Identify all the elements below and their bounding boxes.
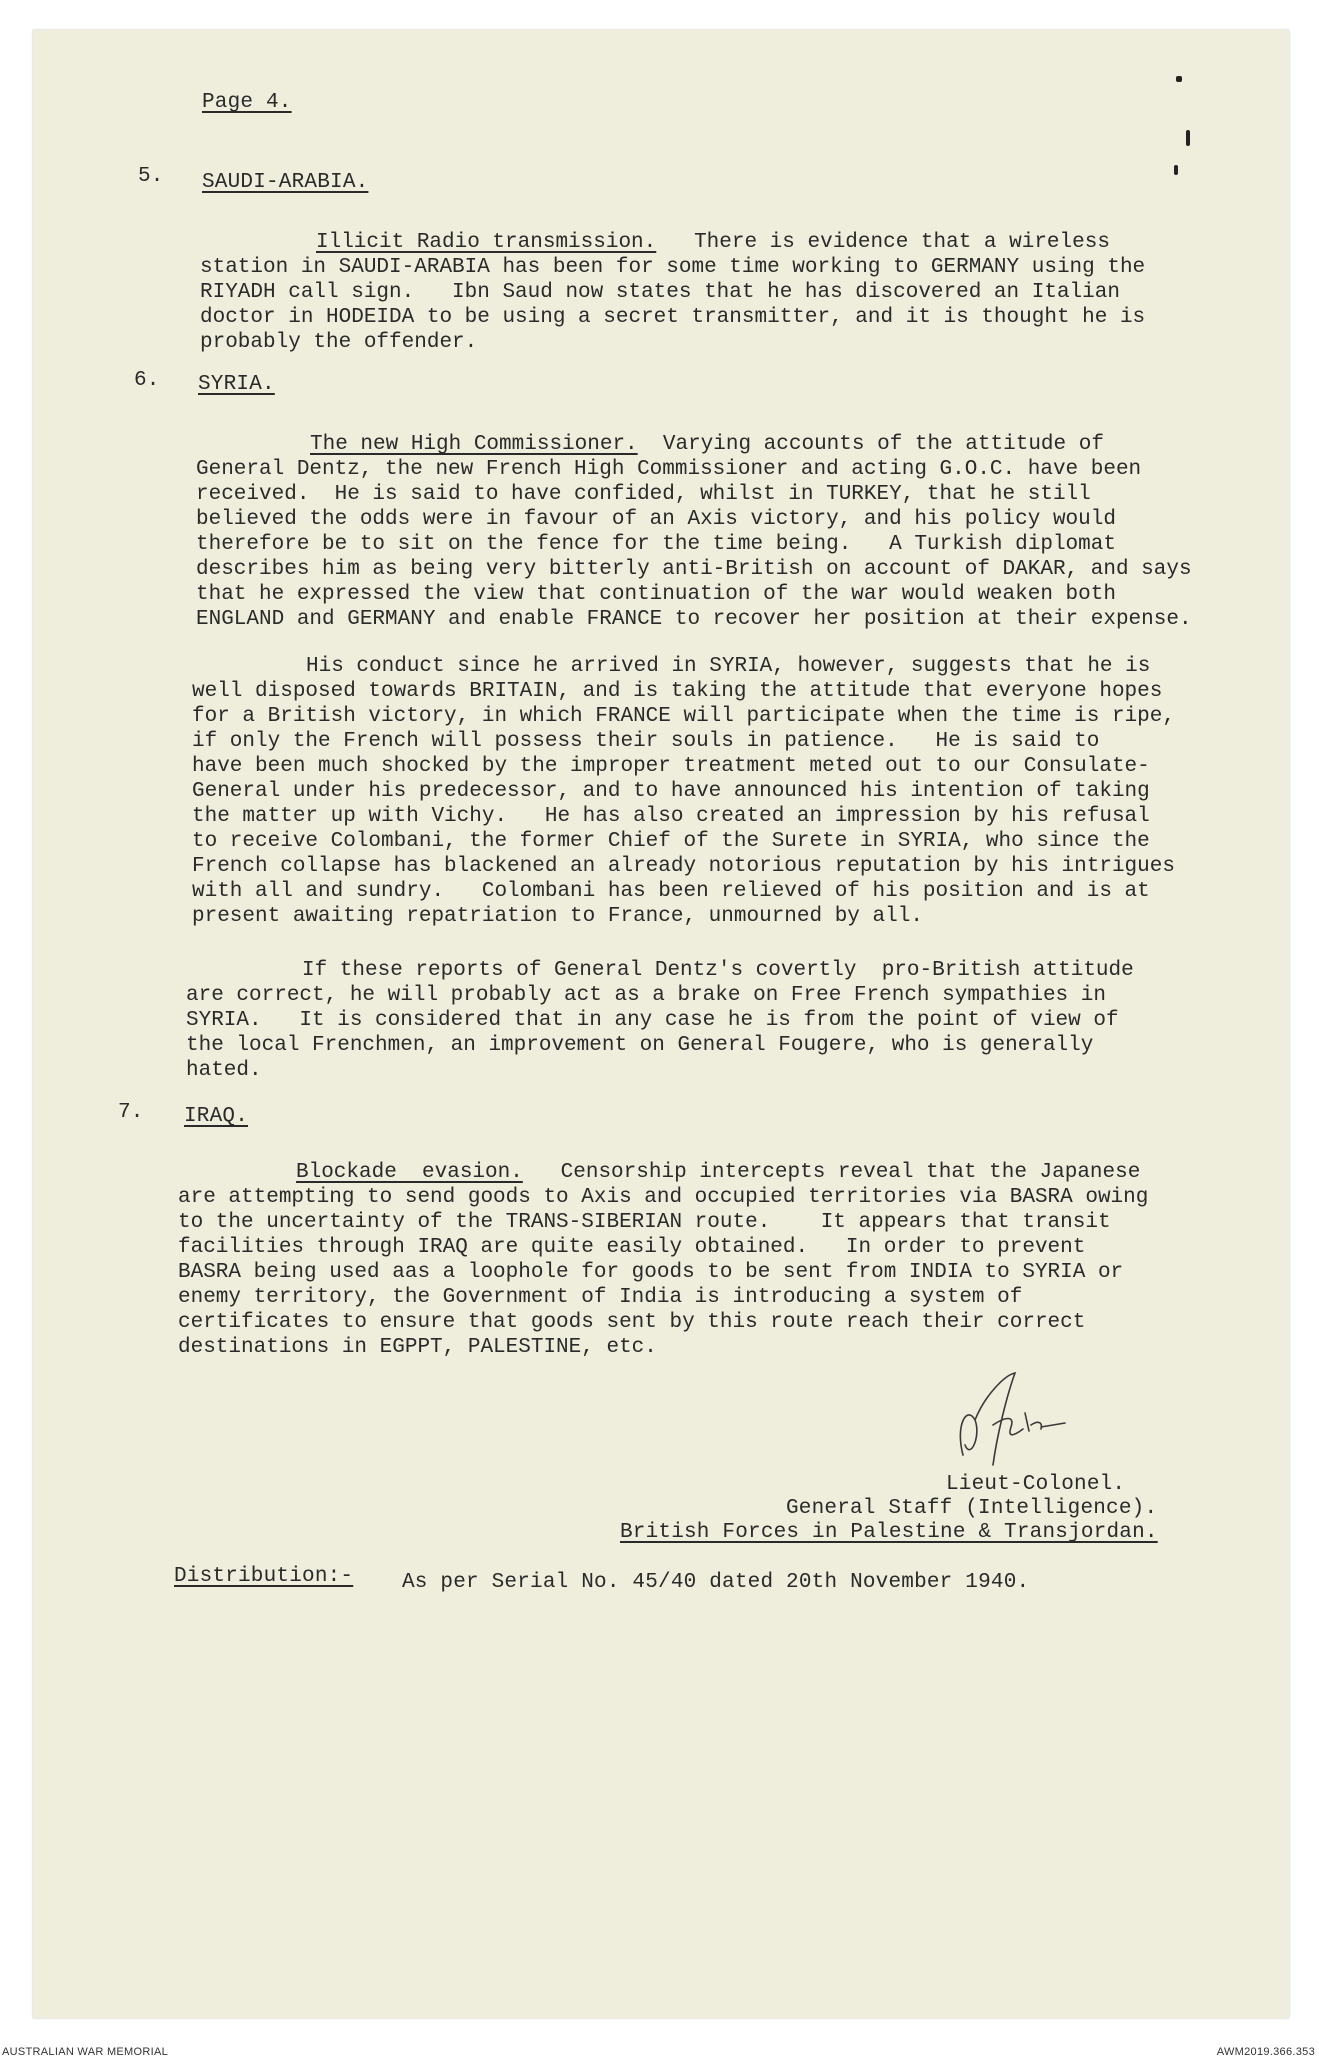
distribution-label: Distribution:-: [174, 1565, 354, 1588]
paragraph-line: well disposed towards BRITAIN, and is taking the attitude that everyone hopes: [192, 680, 1163, 703]
paragraph-line: If these reports of General Dentz's covertly pro-British attitude: [302, 959, 1134, 982]
paragraph: [178, 1160, 1148, 1360]
section-number: 5.: [138, 165, 164, 188]
paragraph-line: to the uncertainty of the TRANS-SIBERIAN route. It appears that transit: [178, 1211, 1111, 1234]
handwritten-signature: [945, 1365, 1075, 1475]
paragraph-line: doctor in HODEIDA to be using a secret transmitter, and it is thought he is: [200, 306, 1146, 329]
paragraph-line-rest: There is evidence that a wireless: [656, 231, 1110, 254]
punch-mark: [1174, 165, 1178, 175]
paragraph-line: [200, 230, 1145, 255]
paragraph-line: the local Frenchmen, an improvement on General Fougere, who is generally: [186, 1034, 1094, 1057]
section-title: SYRIA.: [198, 373, 275, 396]
punch-mark: [1176, 76, 1182, 82]
paragraph-heading: Illicit Radio transmission.: [316, 231, 657, 254]
signatory-unit: General Staff (Intelligence).: [786, 1497, 1158, 1520]
paragraph-line: describes him as being very bitterly anti-British on account of DAKAR, and says: [196, 558, 1192, 581]
paragraph: [200, 230, 1145, 355]
paragraph-heading: The new High Commissioner.: [310, 433, 638, 456]
paragraph-line: are attempting to send goods to Axis and occupied territories via BASRA owing: [178, 1186, 1149, 1209]
paragraph-line: French collapse has blackened an already notorious reputation by his intrigues: [192, 855, 1175, 878]
section-title: IRAQ.: [184, 1105, 249, 1128]
paragraph-line: certificates to ensure that goods sent by this route reach their correct: [178, 1311, 1086, 1334]
paragraph-line: hated.: [186, 1059, 262, 1082]
archive-footer-right: AWM2019.366.353: [1216, 2046, 1315, 2058]
paragraph: [186, 958, 1134, 1083]
distribution-text: As per Serial No. 45/40 dated 20th November 1940.: [402, 1571, 1030, 1594]
paragraph-line: present awaiting repatriation to France, unmourned by all.: [192, 905, 923, 928]
section-number: 7.: [118, 1101, 144, 1124]
paragraph-line: station in SAUDI-ARABIA has been for some time working to GERMANY using the: [200, 256, 1146, 279]
paragraph-line: ENGLAND and GERMANY and enable FRANCE to recover her position at their expense.: [196, 608, 1192, 631]
punch-mark: [1186, 130, 1190, 146]
paragraph-line: facilities through IRAQ are quite easily obtained. In order to prevent: [178, 1236, 1086, 1259]
paragraph-line: [178, 1160, 1148, 1185]
paragraph-line: General Dentz, the new French High Commissioner and acting G.O.C. have been: [196, 458, 1142, 481]
signatory-formation: British Forces in Palestine & Transjordan.: [620, 1521, 1158, 1544]
paragraph-line: His conduct since he arrived in SYRIA, however, suggests that he is: [306, 655, 1151, 678]
paragraph-line: believed the odds were in favour of an Axis victory, and his policy would: [196, 508, 1116, 531]
paragraph-line: probably the offender.: [200, 331, 478, 354]
paragraph-heading: Blockade evasion.: [296, 1161, 523, 1184]
paragraph-line: [196, 432, 1192, 457]
paragraph-line: RIYADH call sign. Ibn Saud now states that he has discovered an Italian: [200, 281, 1120, 304]
page-label: Page 4.: [202, 91, 292, 114]
paragraph-line: SYRIA. It is considered that in any case he is from the point of view of: [186, 1009, 1119, 1032]
signatory-rank: Lieut-Colonel.: [946, 1473, 1126, 1496]
paragraph-line: to receive Colombani, the former Chief of the Surete in SYRIA, who since the: [192, 830, 1150, 853]
paragraph-line: destinations in EGPPT, PALESTINE, etc.: [178, 1336, 657, 1359]
paragraph: [196, 432, 1192, 632]
paragraph-line: if only the French will possess their souls in patience. He is said to: [192, 730, 1100, 753]
paragraph-line: are correct, he will probably act as a brake on Free French sympathies in: [186, 984, 1106, 1007]
paragraph-line: with all and sundry. Colombani has been relieved of his position and is at: [192, 880, 1150, 903]
paragraph-line: the matter up with Vichy. He has also created an impression by his refusal: [192, 805, 1150, 828]
section-title: SAUDI-ARABIA.: [202, 171, 369, 194]
paragraph-line: that he expressed the view that continuation of the war would weaken both: [196, 583, 1116, 606]
paragraph-line: enemy territory, the Government of India is introducing a system of: [178, 1286, 1023, 1309]
paragraph: [192, 654, 1175, 929]
archive-footer-left: AUSTRALIAN WAR MEMORIAL: [2, 2046, 169, 2058]
paragraph-line: BASRA being used aas a loophole for goods to be sent from INDIA to SYRIA or: [178, 1261, 1124, 1284]
paragraph-line: for a British victory, in which FRANCE will participate when the time is ripe,: [192, 705, 1175, 728]
paragraph-line-rest: Censorship intercepts reveal that the Japanese: [522, 1161, 1141, 1184]
paragraph-line: therefore be to sit on the fence for the time being. A Turkish diplomat: [196, 533, 1116, 556]
paragraph-line: received. He is said to have confided, whilst in TURKEY, that he still: [196, 483, 1091, 506]
paragraph-line: have been much shocked by the improper treatment meted out to our Consulate-: [192, 755, 1150, 778]
paragraph-line: General under his predecessor, and to have announced his intention of taking: [192, 780, 1150, 803]
section-number: 6.: [134, 369, 160, 392]
paragraph-line-rest: Varying accounts of the attitude of: [637, 433, 1104, 456]
